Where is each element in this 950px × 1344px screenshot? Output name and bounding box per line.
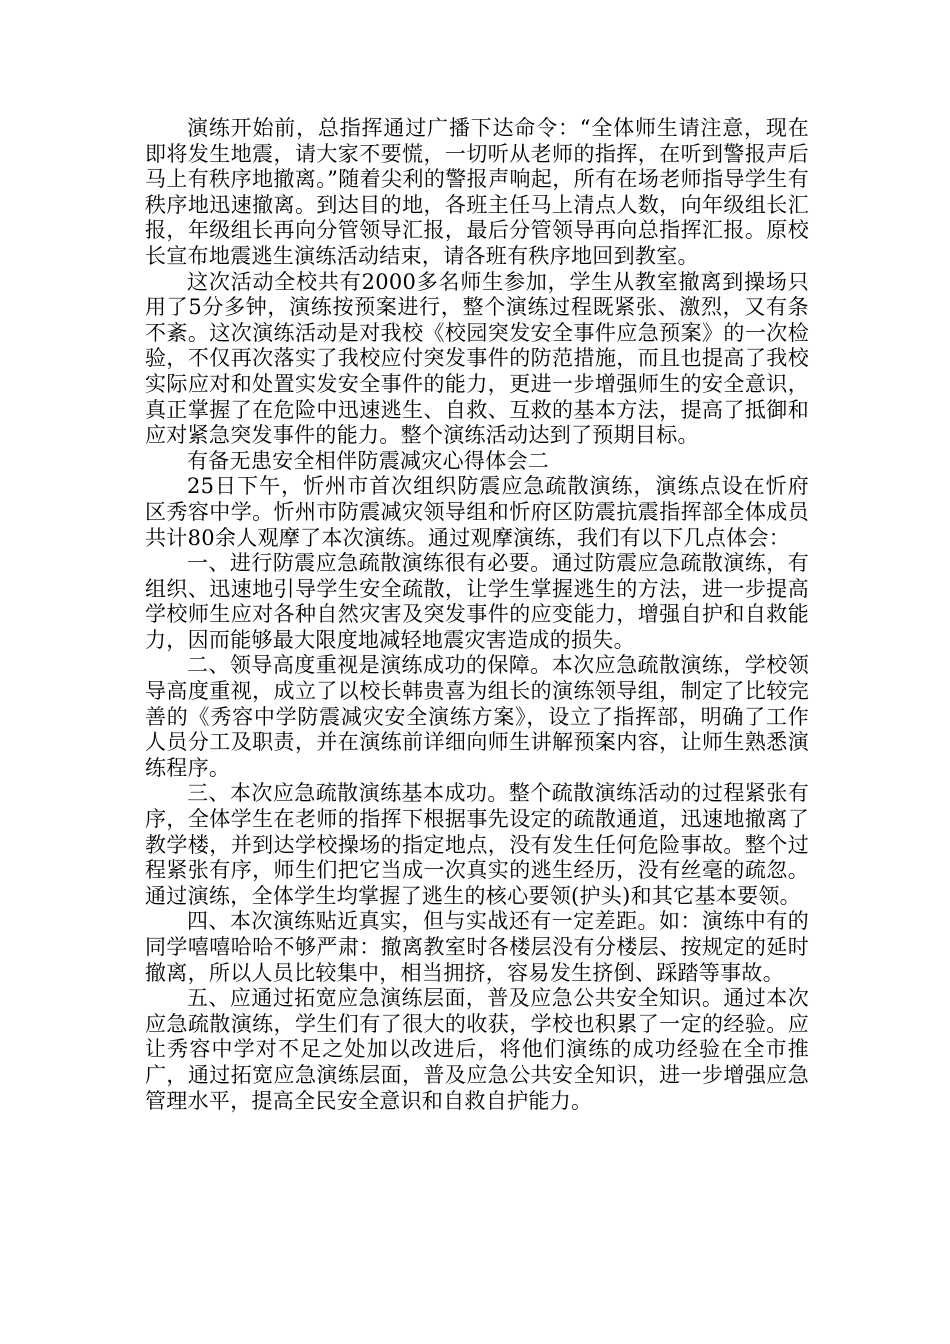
paragraph-point-five: 五、应通过拓宽应急演练层面，普及应急公共安全知识。通过本次应急疏散演练，学生们有了很大的收获，学校也积累了一定的经验。应让秀容中学对不足之处加以改进后，将他们演练的成功经验在全市推广，通过拓宽应急演练层面，普及应急公共安全知识，进一步增强应急管理水平，提高全民安全意识和自救自护能力。 — [145, 986, 809, 1113]
paragraph-point-four: 四、本次演练贴近真实，但与实战还有一定差距。如：演练中有的同学嘻嘻哈哈不够严肃：撤离教室时各楼层没有分楼层、按规定的延时撤离，所以人员比较集中，相当拥挤，容易发生挤倒、踩踏等事故。 — [145, 909, 809, 985]
document-page — [145, 116, 809, 1114]
section-heading: 有备无患安全相伴防震减灾心得体会二 — [187, 448, 550, 473]
paragraph-point-two: 二、领导高度重视是演练成功的保障。本次应急疏散演练，学校领导高度重视，成立了以校长韩贵喜为组长的演练领导组，制定了比较完善的《秀容中学防震减灾安全演练方案》，设立了指挥部，明确了工作人员分工及职责，并在演练前详细向师生讲解预案内容，让师生熟悉演练程序。 — [145, 653, 809, 780]
paragraph-point-one: 一、进行防震应急疏散演练很有必要。通过防震应急疏散演练，有组织、迅速地引导学生安全疏散，让学生掌握逃生的方法，进一步提高学校师生应对各种自然灾害及突发事件的应变能力，增强自护和自救能力，因而能够最大限度地减轻地震灾害造成的损失。 — [145, 551, 809, 652]
paragraph-intro-25th: 25日下午，忻州市首次组织防震应急疏散演练，演练点设在忻府区秀容中学。忻州市防震减灾领导组和忻府区防震抗震指挥部全体成员共计80余人观摩了本次演练。通过观摩演练，我们有以下几点体会： — [145, 474, 809, 550]
paragraph-drill-start: 演练开始前，总指挥通过广播下达命令：“全体师生请注意，现在即将发生地震，请大家不要慌，一切听从老师的指挥，在听到警报声后马上有秩序地撤离。”随着尖利的警报声响起，所有在场老师指导学生有秩序地迅速撤离。到达目的地，各班主任马上清点人数，向年级组长汇报，年级组长再向分管领导汇报，最后分管领导再向总指挥汇报。原校长宣布地震逃生演练活动结束，请各班有秩序地回到教室。 — [145, 116, 809, 268]
paragraph-activity-summary: 这次活动全校共有2000多名师生参加，学生从教室撤离到操场只用了5分多钟，演练按预案进行，整个演练过程既紧张、激烈，又有条不紊。这次演练活动是对我校《校园突发安全事件应急预案》的一次检验，不仅再次落实了我校应付突发事件的防范措施，而且也提高了我校实际应对和处置实发安全事件的能力，更进一步增强师生的安全意识，真正掌握了在危险中迅速逃生、自救、互救的基本方法，提高了抵御和应对紧急突发事件的能力。整个演练活动达到了预期目标。 — [145, 269, 809, 448]
paragraph-point-three: 三、本次应急疏散演练基本成功。整个疏散演练活动的过程紧张有序，全体学生在老师的指挥下根据事先设定的疏散通道，迅速地撤离了教学楼，并到达学校操场的指定地点，没有发生任何危险事故。整个过程紧张有序，师生们把它当成一次真实的逃生经历，没有丝毫的疏忽。通过演练，全体学生均掌握了逃生的核心要领(护头)和其它基本要领。 — [145, 781, 809, 908]
